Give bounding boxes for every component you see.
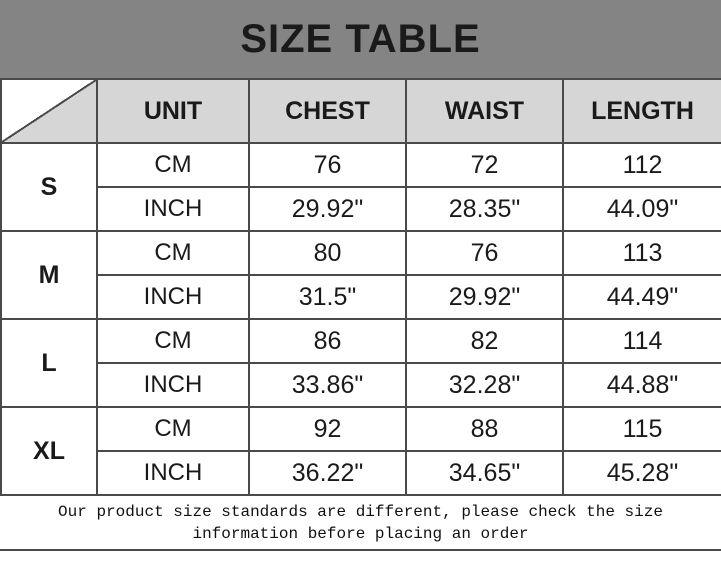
size-label-xl: XL — [1, 407, 97, 495]
size-table — [0, 78, 721, 496]
table-row — [1, 363, 721, 407]
table-header-row — [1, 79, 721, 143]
waist-value: 34.65" — [406, 451, 563, 495]
unit-label: CM — [97, 143, 249, 187]
unit-label: CM — [97, 407, 249, 451]
length-value: 44.49" — [563, 275, 721, 319]
unit-label: INCH — [97, 187, 249, 231]
unit-label: CM — [97, 231, 249, 275]
waist-value: 88 — [406, 407, 563, 451]
bottom-spacer — [0, 551, 721, 569]
size-label-m: M — [1, 231, 97, 319]
waist-value: 32.28" — [406, 363, 563, 407]
table-row — [1, 231, 721, 275]
length-value: 113 — [563, 231, 721, 275]
waist-value: 72 — [406, 143, 563, 187]
table-row — [1, 143, 721, 187]
chest-value: 33.86" — [249, 363, 406, 407]
size-label-s: S — [1, 143, 97, 231]
unit-label: CM — [97, 319, 249, 363]
chest-value: 92 — [249, 407, 406, 451]
size-note: Our product size standards are different, please check the size information before placing an order — [0, 496, 721, 551]
length-value: 45.28" — [563, 451, 721, 495]
title-bar — [0, 0, 721, 78]
table-row — [1, 319, 721, 363]
chest-value: 36.22" — [249, 451, 406, 495]
column-header-chest: CHEST — [249, 79, 406, 143]
length-value: 44.88" — [563, 363, 721, 407]
length-value: 44.09" — [563, 187, 721, 231]
chest-value: 76 — [249, 143, 406, 187]
chest-value: 86 — [249, 319, 406, 363]
length-value: 114 — [563, 319, 721, 363]
unit-label: INCH — [97, 275, 249, 319]
diagonal-divider-icon — [2, 80, 96, 142]
chest-value: 29.92" — [249, 187, 406, 231]
chest-value: 31.5" — [249, 275, 406, 319]
chest-value: 80 — [249, 231, 406, 275]
waist-value: 82 — [406, 319, 563, 363]
table-row — [1, 451, 721, 495]
column-header-waist: WAIST — [406, 79, 563, 143]
table-row — [1, 407, 721, 451]
unit-label: INCH — [97, 363, 249, 407]
column-header-unit: UNIT — [97, 79, 249, 143]
unit-label: INCH — [97, 451, 249, 495]
table-row — [1, 275, 721, 319]
length-value: 115 — [563, 407, 721, 451]
waist-value: 28.35" — [406, 187, 563, 231]
page-title: SIZE TABLE — [240, 16, 481, 61]
column-header-length: LENGTH — [563, 79, 721, 143]
waist-value: 76 — [406, 231, 563, 275]
table-row — [1, 187, 721, 231]
waist-value: 29.92" — [406, 275, 563, 319]
length-value: 112 — [563, 143, 721, 187]
table-corner-cell — [1, 79, 97, 143]
size-label-l: L — [1, 319, 97, 407]
